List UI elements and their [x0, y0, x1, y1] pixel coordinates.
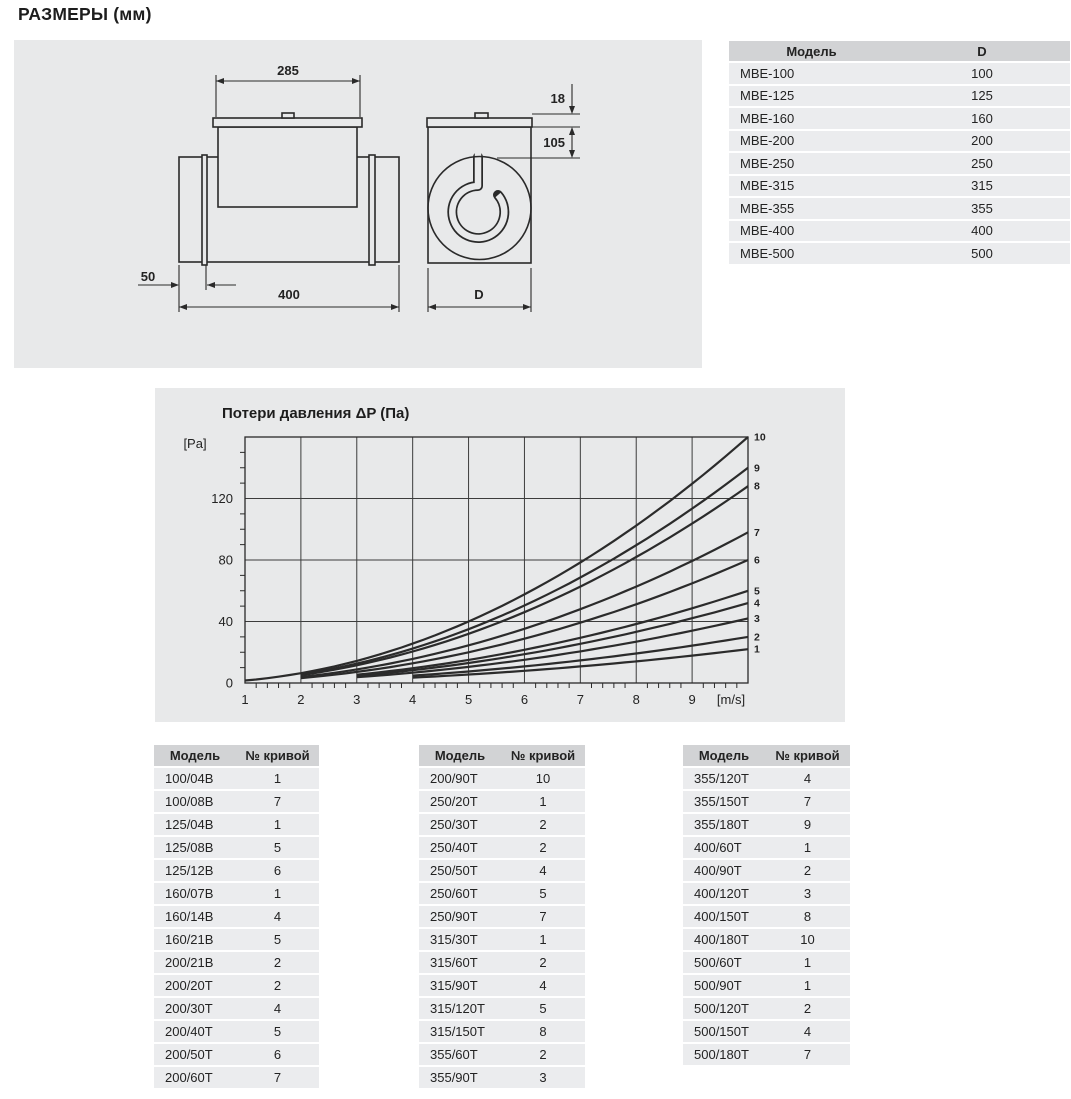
cell: 250/60T — [419, 883, 501, 904]
curve-label-4: 4 — [754, 597, 760, 610]
cell: 7 — [236, 791, 319, 812]
cell: 250/90T — [419, 906, 501, 927]
curve-10 — [245, 437, 748, 681]
arrowhead — [569, 127, 575, 135]
table-row — [419, 929, 585, 950]
cell: 1 — [501, 791, 585, 812]
table-row — [154, 791, 319, 812]
dim-400: 400 — [278, 287, 300, 302]
cell: 2 — [501, 952, 585, 973]
y-unit-label: [Pa] — [183, 436, 207, 451]
cell: 355/120T — [683, 768, 765, 789]
table-row — [419, 1044, 585, 1065]
cell: 200/90T — [419, 768, 501, 789]
cell: 125 — [894, 86, 1070, 107]
curve-label-5: 5 — [754, 585, 760, 598]
cell: 400/180T — [683, 929, 765, 950]
dimensions-drawing-panel — [14, 40, 702, 368]
curve-label-1: 1 — [754, 643, 760, 656]
table-row — [683, 975, 850, 996]
cell: 200/40T — [154, 1021, 236, 1042]
cell: 4 — [765, 1021, 850, 1042]
connection-box-lid — [213, 118, 362, 127]
cell: 2 — [501, 837, 585, 858]
cell: 125/04B — [154, 814, 236, 835]
y-tick-label: 80 — [218, 552, 233, 568]
cell: 200/50T — [154, 1044, 236, 1065]
curve-table-2 — [419, 743, 585, 1090]
dim-50: 50 — [140, 269, 156, 284]
dim-285: 285 — [277, 63, 299, 78]
table-row — [154, 883, 319, 904]
cell: 500/150T — [683, 1021, 765, 1042]
cell: MBE-200 — [729, 131, 894, 152]
cell: MBE-250 — [729, 153, 894, 174]
cell: 1 — [236, 814, 319, 835]
header-row — [729, 41, 1070, 61]
table-row — [154, 998, 319, 1019]
arrowhead — [523, 304, 531, 310]
table-row — [419, 1067, 585, 1088]
cell: 5 — [236, 837, 319, 858]
table-row — [683, 883, 850, 904]
cell: 500/90T — [683, 975, 765, 996]
cell: 7 — [236, 1067, 319, 1088]
model-diameter-table — [729, 39, 1070, 266]
dim-105: 105 — [543, 135, 565, 150]
cell: 2 — [501, 814, 585, 835]
arrowhead — [171, 282, 179, 288]
curve-label-6: 6 — [754, 554, 760, 567]
connection-box — [218, 127, 357, 207]
table-row — [683, 998, 850, 1019]
curve-table-1-wrap — [154, 743, 319, 1090]
cell: MBE-500 — [729, 243, 894, 264]
cell: 125/08B — [154, 837, 236, 858]
cell: 3 — [501, 1067, 585, 1088]
cell: 100/08B — [154, 791, 236, 812]
cell: 10 — [765, 929, 850, 950]
header-row — [419, 745, 585, 766]
cell: 2 — [501, 1044, 585, 1065]
cell: 200/20T — [154, 975, 236, 996]
table-row — [419, 952, 585, 973]
pressure-chart-svg — [155, 388, 845, 722]
cell: 250/40T — [419, 837, 501, 858]
cell: 355/60T — [419, 1044, 501, 1065]
table-row — [154, 952, 319, 973]
arrowhead — [569, 106, 575, 114]
arrowhead — [391, 304, 399, 310]
curve-label-2: 2 — [754, 631, 760, 644]
x-tick-label: 1 — [241, 692, 249, 707]
table-row — [154, 906, 319, 927]
table-row — [419, 906, 585, 927]
table-row — [419, 1021, 585, 1042]
x-tick-label: 4 — [409, 692, 417, 707]
cell: 7 — [501, 906, 585, 927]
table-row — [683, 1044, 850, 1065]
cell: MBE-100 — [729, 63, 894, 84]
cell: 8 — [765, 906, 850, 927]
table-row — [419, 883, 585, 904]
pressure-chart-panel — [155, 388, 845, 722]
table-row — [419, 768, 585, 789]
cell: MBE-400 — [729, 221, 894, 242]
table-row — [419, 860, 585, 881]
cell: 200 — [894, 131, 1070, 152]
table-row — [729, 176, 1070, 197]
cell: 5 — [236, 1021, 319, 1042]
cell: 200/30T — [154, 998, 236, 1019]
end-view-lid-tab — [475, 113, 488, 118]
cell: 400 — [894, 221, 1070, 242]
cell: 1 — [765, 952, 850, 973]
cell: 1 — [501, 929, 585, 950]
cell: 100 — [894, 63, 1070, 84]
header-row — [683, 745, 850, 766]
y-tick-label: 120 — [211, 491, 233, 506]
table-row — [683, 837, 850, 858]
technical-drawing — [14, 40, 702, 368]
curve-table-3 — [683, 743, 850, 1067]
arrowhead — [428, 304, 436, 310]
x-tick-label: 9 — [688, 692, 696, 707]
table-row — [154, 1067, 319, 1088]
cell: 125/12B — [154, 860, 236, 881]
flange-ring-right — [369, 155, 375, 265]
table-row — [729, 131, 1070, 152]
cell: 7 — [765, 791, 850, 812]
table-row — [154, 814, 319, 835]
table-row — [683, 929, 850, 950]
cell: MBE-125 — [729, 86, 894, 107]
cell: 5 — [501, 998, 585, 1019]
table-row — [729, 63, 1070, 84]
x-unit-label: [m/s] — [716, 692, 746, 707]
table-row — [154, 860, 319, 881]
cell: 250/50T — [419, 860, 501, 881]
table-row — [683, 791, 850, 812]
column-header: Модель — [419, 745, 501, 766]
table-row — [683, 952, 850, 973]
column-header: D — [894, 41, 1070, 61]
cell: 1 — [236, 768, 319, 789]
table-row — [419, 837, 585, 858]
cell: 400/120T — [683, 883, 765, 904]
cell: 315/120T — [419, 998, 501, 1019]
cell: 160/21B — [154, 929, 236, 950]
cell: 9 — [765, 814, 850, 835]
header-row — [154, 745, 319, 766]
dim-D: D — [474, 287, 484, 302]
cell: 4 — [236, 998, 319, 1019]
column-header: Модель — [729, 41, 894, 61]
end-view-lid — [427, 118, 532, 127]
cell: 5 — [236, 929, 319, 950]
cell: 250 — [894, 153, 1070, 174]
cell: 355 — [894, 198, 1070, 219]
x-tick-label: 5 — [464, 692, 473, 707]
curve-label-7: 7 — [754, 526, 760, 539]
model-diameter-table-wrap — [729, 39, 1070, 266]
table-row — [154, 975, 319, 996]
table-row — [729, 86, 1070, 107]
table-row — [683, 814, 850, 835]
chart-title: Потери давления ΔP (Па) — [222, 405, 410, 422]
curve-label-9: 9 — [754, 462, 760, 475]
table-row — [154, 929, 319, 950]
curve-table-2-wrap — [419, 743, 585, 1090]
cell: 2 — [236, 975, 319, 996]
cell: 4 — [501, 860, 585, 881]
arrowhead — [352, 78, 360, 84]
cell: 7 — [765, 1044, 850, 1065]
cell: 2 — [765, 860, 850, 881]
table-row — [683, 1021, 850, 1042]
table-row — [729, 153, 1070, 174]
y-tick-label: 40 — [218, 614, 233, 629]
cell: 315 — [894, 176, 1070, 197]
x-tick-label: 7 — [576, 692, 584, 707]
table-row — [154, 1044, 319, 1065]
cell: 2 — [765, 998, 850, 1019]
x-tick-label: 8 — [632, 692, 640, 707]
table-row — [683, 768, 850, 789]
table-row — [729, 221, 1070, 242]
lid-tab — [282, 113, 294, 118]
curve-label-3: 3 — [754, 612, 760, 625]
cell: 160/14B — [154, 906, 236, 927]
cell: 250/30T — [419, 814, 501, 835]
cell: MBE-160 — [729, 108, 894, 129]
cell: 160/07B — [154, 883, 236, 904]
cell: MBE-355 — [729, 198, 894, 219]
cell: 200/60T — [154, 1067, 236, 1088]
dim-18: 18 — [550, 91, 565, 106]
cell: 500/180T — [683, 1044, 765, 1065]
cell: 200/21B — [154, 952, 236, 973]
cell: MBE-315 — [729, 176, 894, 197]
column-header: Модель — [154, 745, 236, 766]
table-row — [683, 906, 850, 927]
table-row — [154, 768, 319, 789]
cell: 1 — [765, 837, 850, 858]
cell: 6 — [236, 860, 319, 881]
table-row — [419, 791, 585, 812]
cell: 400/150T — [683, 906, 765, 927]
cell: 6 — [236, 1044, 319, 1065]
curve-table-3-wrap — [683, 743, 850, 1067]
table-row — [729, 198, 1070, 219]
cell: 8 — [501, 1021, 585, 1042]
curve-label-8: 8 — [754, 480, 760, 493]
cell: 2 — [236, 952, 319, 973]
y-tick-label: 0 — [225, 675, 233, 691]
cell: 355/90T — [419, 1067, 501, 1088]
cell: 10 — [501, 768, 585, 789]
cell: 315/60T — [419, 952, 501, 973]
cell: 315/30T — [419, 929, 501, 950]
cell: 400/90T — [683, 860, 765, 881]
cell: 500/60T — [683, 952, 765, 973]
arrowhead — [216, 78, 224, 84]
table-row — [154, 1021, 319, 1042]
curve-4 — [357, 603, 748, 676]
cell: 5 — [501, 883, 585, 904]
cell: 500 — [894, 243, 1070, 264]
arrowhead — [179, 304, 187, 310]
cell: 100/04B — [154, 768, 236, 789]
cell: 250/20T — [419, 791, 501, 812]
x-tick-label: 6 — [520, 692, 529, 707]
curve-table-1 — [154, 743, 319, 1090]
cell: 1 — [765, 975, 850, 996]
curve-label-10: 10 — [754, 431, 766, 444]
table-row — [419, 814, 585, 835]
cell: 1 — [236, 883, 319, 904]
cell: 3 — [765, 883, 850, 904]
arrowhead — [569, 150, 575, 158]
flange-ring-left — [202, 155, 207, 265]
table-row — [729, 108, 1070, 129]
x-tick-label: 2 — [297, 692, 305, 707]
cell: 4 — [501, 975, 585, 996]
cell: 400/60T — [683, 837, 765, 858]
table-row — [419, 998, 585, 1019]
table-row — [419, 975, 585, 996]
cell: 160 — [894, 108, 1070, 129]
table-row — [729, 243, 1070, 264]
column-header: № кривой — [501, 745, 585, 766]
cell: 355/150T — [683, 791, 765, 812]
cell: 315/90T — [419, 975, 501, 996]
cell: 4 — [765, 768, 850, 789]
page-title: РАЗМЕРЫ (мм) — [18, 4, 152, 24]
cell: 4 — [236, 906, 319, 927]
column-header: № кривой — [236, 745, 319, 766]
cell: 355/180T — [683, 814, 765, 835]
column-header: Модель — [683, 745, 765, 766]
cell: 500/120T — [683, 998, 765, 1019]
table-row — [683, 860, 850, 881]
table-row — [154, 837, 319, 858]
arrowhead — [207, 282, 215, 288]
column-header: № кривой — [765, 745, 850, 766]
cell: 315/150T — [419, 1021, 501, 1042]
x-tick-label: 3 — [353, 692, 361, 707]
